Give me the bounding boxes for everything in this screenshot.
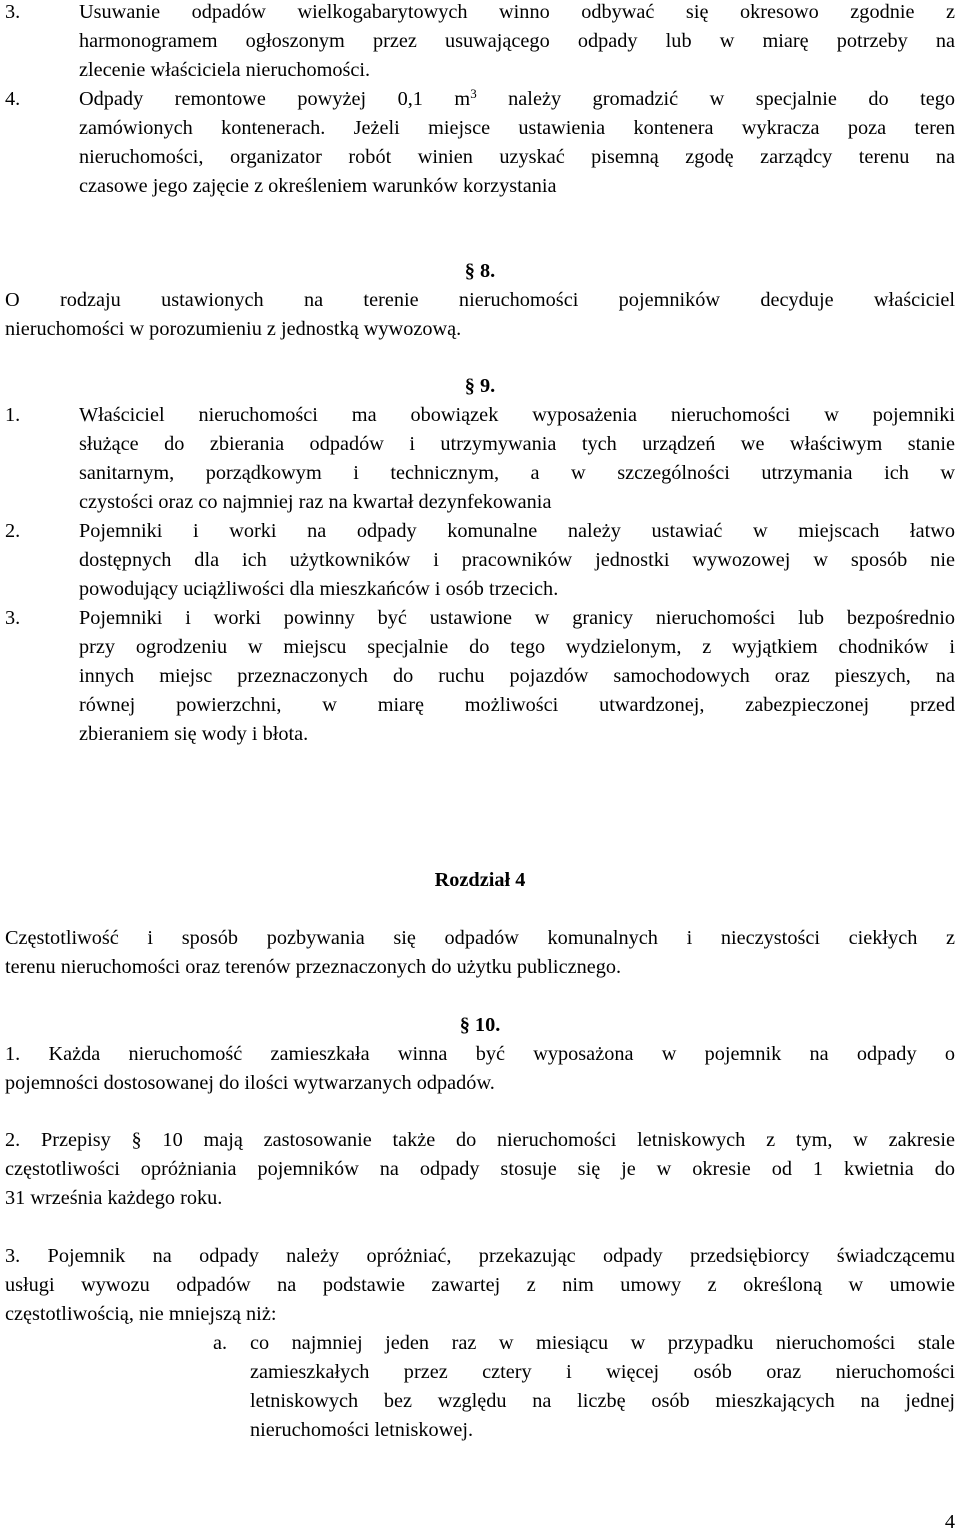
- paragraph-9-heading: § 9.: [464, 375, 496, 397]
- p9-item-1-line: służące do zbierania odpadów i utrzymywania tych urządzeń we właściwym stanie: [79, 433, 955, 455]
- p9-item-1-line: sanitarnym, porządkowym i technicznym, a w szczególności utrzymania ich w: [79, 462, 955, 484]
- paragraph-8-line: nieruchomości w porozumieniu z jednostką wywozową.: [5, 318, 462, 340]
- p10-item-2-line: 2. Przepisy § 10 mają zastosowanie także do nieruchomości letniskowych z tym, w zakresie: [5, 1129, 955, 1151]
- p9-item-1-line: Właściciel nieruchomości ma obowiązek wyposażenia nieruchomości w pojemniki: [79, 404, 955, 426]
- p9-item-3-number: 3.: [5, 607, 21, 629]
- item-4-number: 4.: [5, 88, 21, 110]
- sub-item-a-line: zamieszkałych przez cztery i więcej osób oraz nieruchomości: [250, 1361, 955, 1383]
- p9-item-2-number: 2.: [5, 520, 21, 542]
- p9-item-2-line: Pojemniki i worki na odpady komunalne należy ustawiać w miejscach łatwo: [79, 520, 955, 542]
- p10-item-1-line: pojemności dostosowanej do ilości wytwarzanych odpadów.: [5, 1072, 495, 1094]
- item-3-line: zlecenie właściciela nieruchomości.: [79, 59, 371, 81]
- p9-item-3-line: innych miejsc przeznaczonych do ruchu pojazdów samochodowych oraz pieszych, na: [79, 665, 955, 687]
- paragraph-8-heading: § 8.: [464, 260, 496, 282]
- sub-item-a-number: a.: [213, 1332, 228, 1354]
- paragraph-10-heading: § 10.: [459, 1014, 501, 1036]
- p10-item-3-line: 3. Pojemnik na odpady należy opróżniać, przekazując odpady przedsiębiorcy świadczącemu: [5, 1245, 955, 1267]
- item-3-line: harmonogramem ogłoszonym przez usuwającego odpady lub w miarę potrzeby na: [79, 30, 955, 52]
- sub-item-a-line: nieruchomości letniskowej.: [250, 1419, 474, 1441]
- item-4-text-a: Odpady remontowe powyżej 0,1 m: [79, 88, 471, 110]
- p9-item-1-number: 1.: [5, 404, 21, 426]
- item-4-line: zamówionych kontenerach. Jeżeli miejsce ustawienia kontenera wykracza poza teren: [79, 117, 955, 139]
- item-4-line: [79, 85, 955, 114]
- p9-item-2-line: dostępnych dla ich użytkowników i pracowników jednostki wywozowej w sposób nie: [79, 549, 955, 571]
- chapter-subtitle-line: terenu nieruchomości oraz terenów przeznaczonych do użytku publicznego.: [5, 956, 622, 978]
- p9-item-3-line: przy ogrodzeniu w miejscu specjalnie do tego wydzielonym, z wyjątkiem chodników i: [79, 636, 955, 658]
- sub-item-a-line: letniskowych bez względu na liczbę osób mieszkających na jednej: [250, 1390, 955, 1412]
- superscript-3: 3: [470, 86, 477, 101]
- item-4-line: czasowe jego zajęcie z określeniem warunków korzystania: [79, 175, 557, 197]
- item-4-text-b: należy gromadzić w specjalnie do tego: [476, 88, 955, 110]
- p10-item-3-line: częstotliwością, nie mniejszą niż:: [5, 1303, 277, 1325]
- p9-item-1-line: czystości oraz co najmniej raz na kwartał dezynfekowania: [79, 491, 552, 513]
- p10-item-2-line: 31 września każdego roku.: [5, 1187, 223, 1209]
- paragraph-8-line: O rodzaju ustawionych na terenie nieruchomości pojemników decyduje właściciel: [5, 289, 955, 311]
- p9-item-2-line: powodujący uciążliwości dla mieszkańców i osób trzecich.: [79, 578, 559, 600]
- sub-item-a-line: co najmniej jeden raz w miesiącu w przypadku nieruchomości stale: [250, 1332, 955, 1354]
- p9-item-3-line: zbieraniem się wody i błota.: [79, 723, 309, 745]
- item-3-line: Usuwanie odpadów wielkogabarytowych winno odbywać się okresowo zgodnie z: [79, 1, 955, 23]
- chapter-subtitle-line: Częstotliwość i sposób pozbywania się odpadów komunalnych i nieczystości ciekłych z: [5, 927, 955, 949]
- p10-item-1-line: 1. Każda nieruchomość zamieszkała winna być wyposażona w pojemnik na odpady o: [5, 1043, 955, 1065]
- page-number: 4: [944, 1511, 955, 1533]
- p9-item-3-line: Pojemniki i worki powinny być ustawione w granicy nieruchomości lub bezpośrednio: [79, 607, 955, 629]
- p10-item-2-line: częstotliwości opróżniania pojemników na odpady stosuje się je w okresie od 1 kwietnia do: [5, 1158, 955, 1180]
- item-4-line: nieruchomości, organizator robót winien uzyskać pisemną zgodę zarządcy terenu na: [79, 146, 955, 168]
- p10-item-3-line: usługi wywozu odpadów na podstawie zawartej z nim umowy z określoną w umowie: [5, 1274, 955, 1296]
- chapter-title: Rozdział 4: [434, 869, 526, 891]
- p9-item-3-line: równej powierzchni, w miarę możliwości utwardzonej, zabezpieczonej przed: [79, 694, 955, 716]
- item-3-number: 3.: [5, 1, 21, 23]
